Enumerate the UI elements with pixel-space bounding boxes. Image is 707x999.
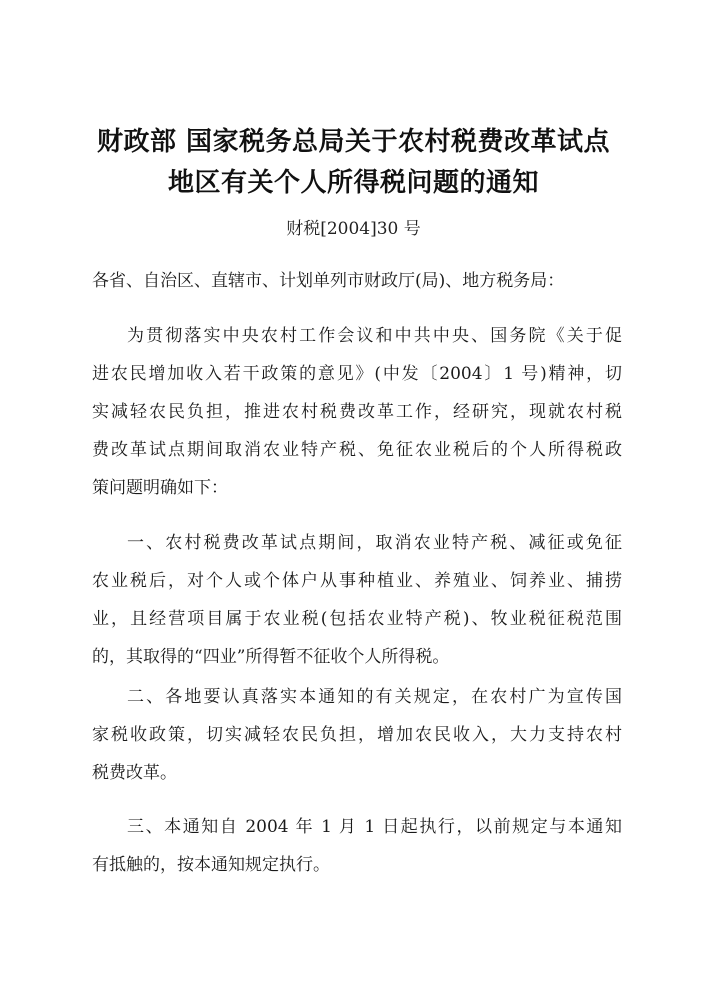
paragraph-1-line-5: 策问题明确如下： <box>92 478 228 498</box>
paragraph-2-line-3: 业，且经营项目属于农业税(包括农业特产税)、牧业税征税范围 <box>92 609 622 629</box>
document-title-line-2: 地区有关个人所得税问题的通知 <box>167 168 539 198</box>
paragraph-1-line-3: 实减轻农民负担，推进农村税费改革工作，经研究，现就农村税 <box>92 402 622 422</box>
paragraph-2-line-2: 农业税后，对个人或个体户从事种植业、养殖业、饲养业、捕捞 <box>92 571 622 591</box>
paragraph-3-line-2: 家税收政策，切实减轻农民负担，增加农民收入，大力支持农村 <box>92 725 622 745</box>
addressee: 各省、自治区、直辖市、计划单列市财政厅(局)、地方税务局： <box>92 271 565 291</box>
paragraph-1-line-2: 进农民增加收入若干政策的意见》(中发〔2004〕1 号)精神，切 <box>92 364 622 384</box>
paragraph-2-line-1: 一、农村税费改革试点期间，取消农业特产税、减征或免征 <box>127 533 622 553</box>
paragraph-1-line-4: 费改革试点期间取消农业特产税、免征农业税后的个人所得税政 <box>92 440 622 460</box>
paragraph-4-line-1: 三、本通知自 2004 年 1 月 1 日起执行，以前规定与本通知 <box>127 817 622 837</box>
document-title-line-1: 财政部 国家税务总局关于农村税费改革试点 <box>96 127 611 157</box>
paragraph-1-line-1: 为贯彻落实中央农村工作会议和中共中央、国务院《关于促 <box>127 326 622 346</box>
paragraph-4-line-2: 有抵触的，按本通知规定执行。 <box>92 855 330 875</box>
paragraph-2-line-4: 的，其取得的“四业”所得暂不征收个人所得税。 <box>92 647 450 667</box>
paragraph-3-line-1: 二、各地要认真落实本通知的有关规定，在农村广为宣传国 <box>127 687 622 707</box>
paragraph-3-line-3: 税费改革。 <box>92 763 177 783</box>
document-number: 财税[2004]30 号 <box>286 219 421 239</box>
